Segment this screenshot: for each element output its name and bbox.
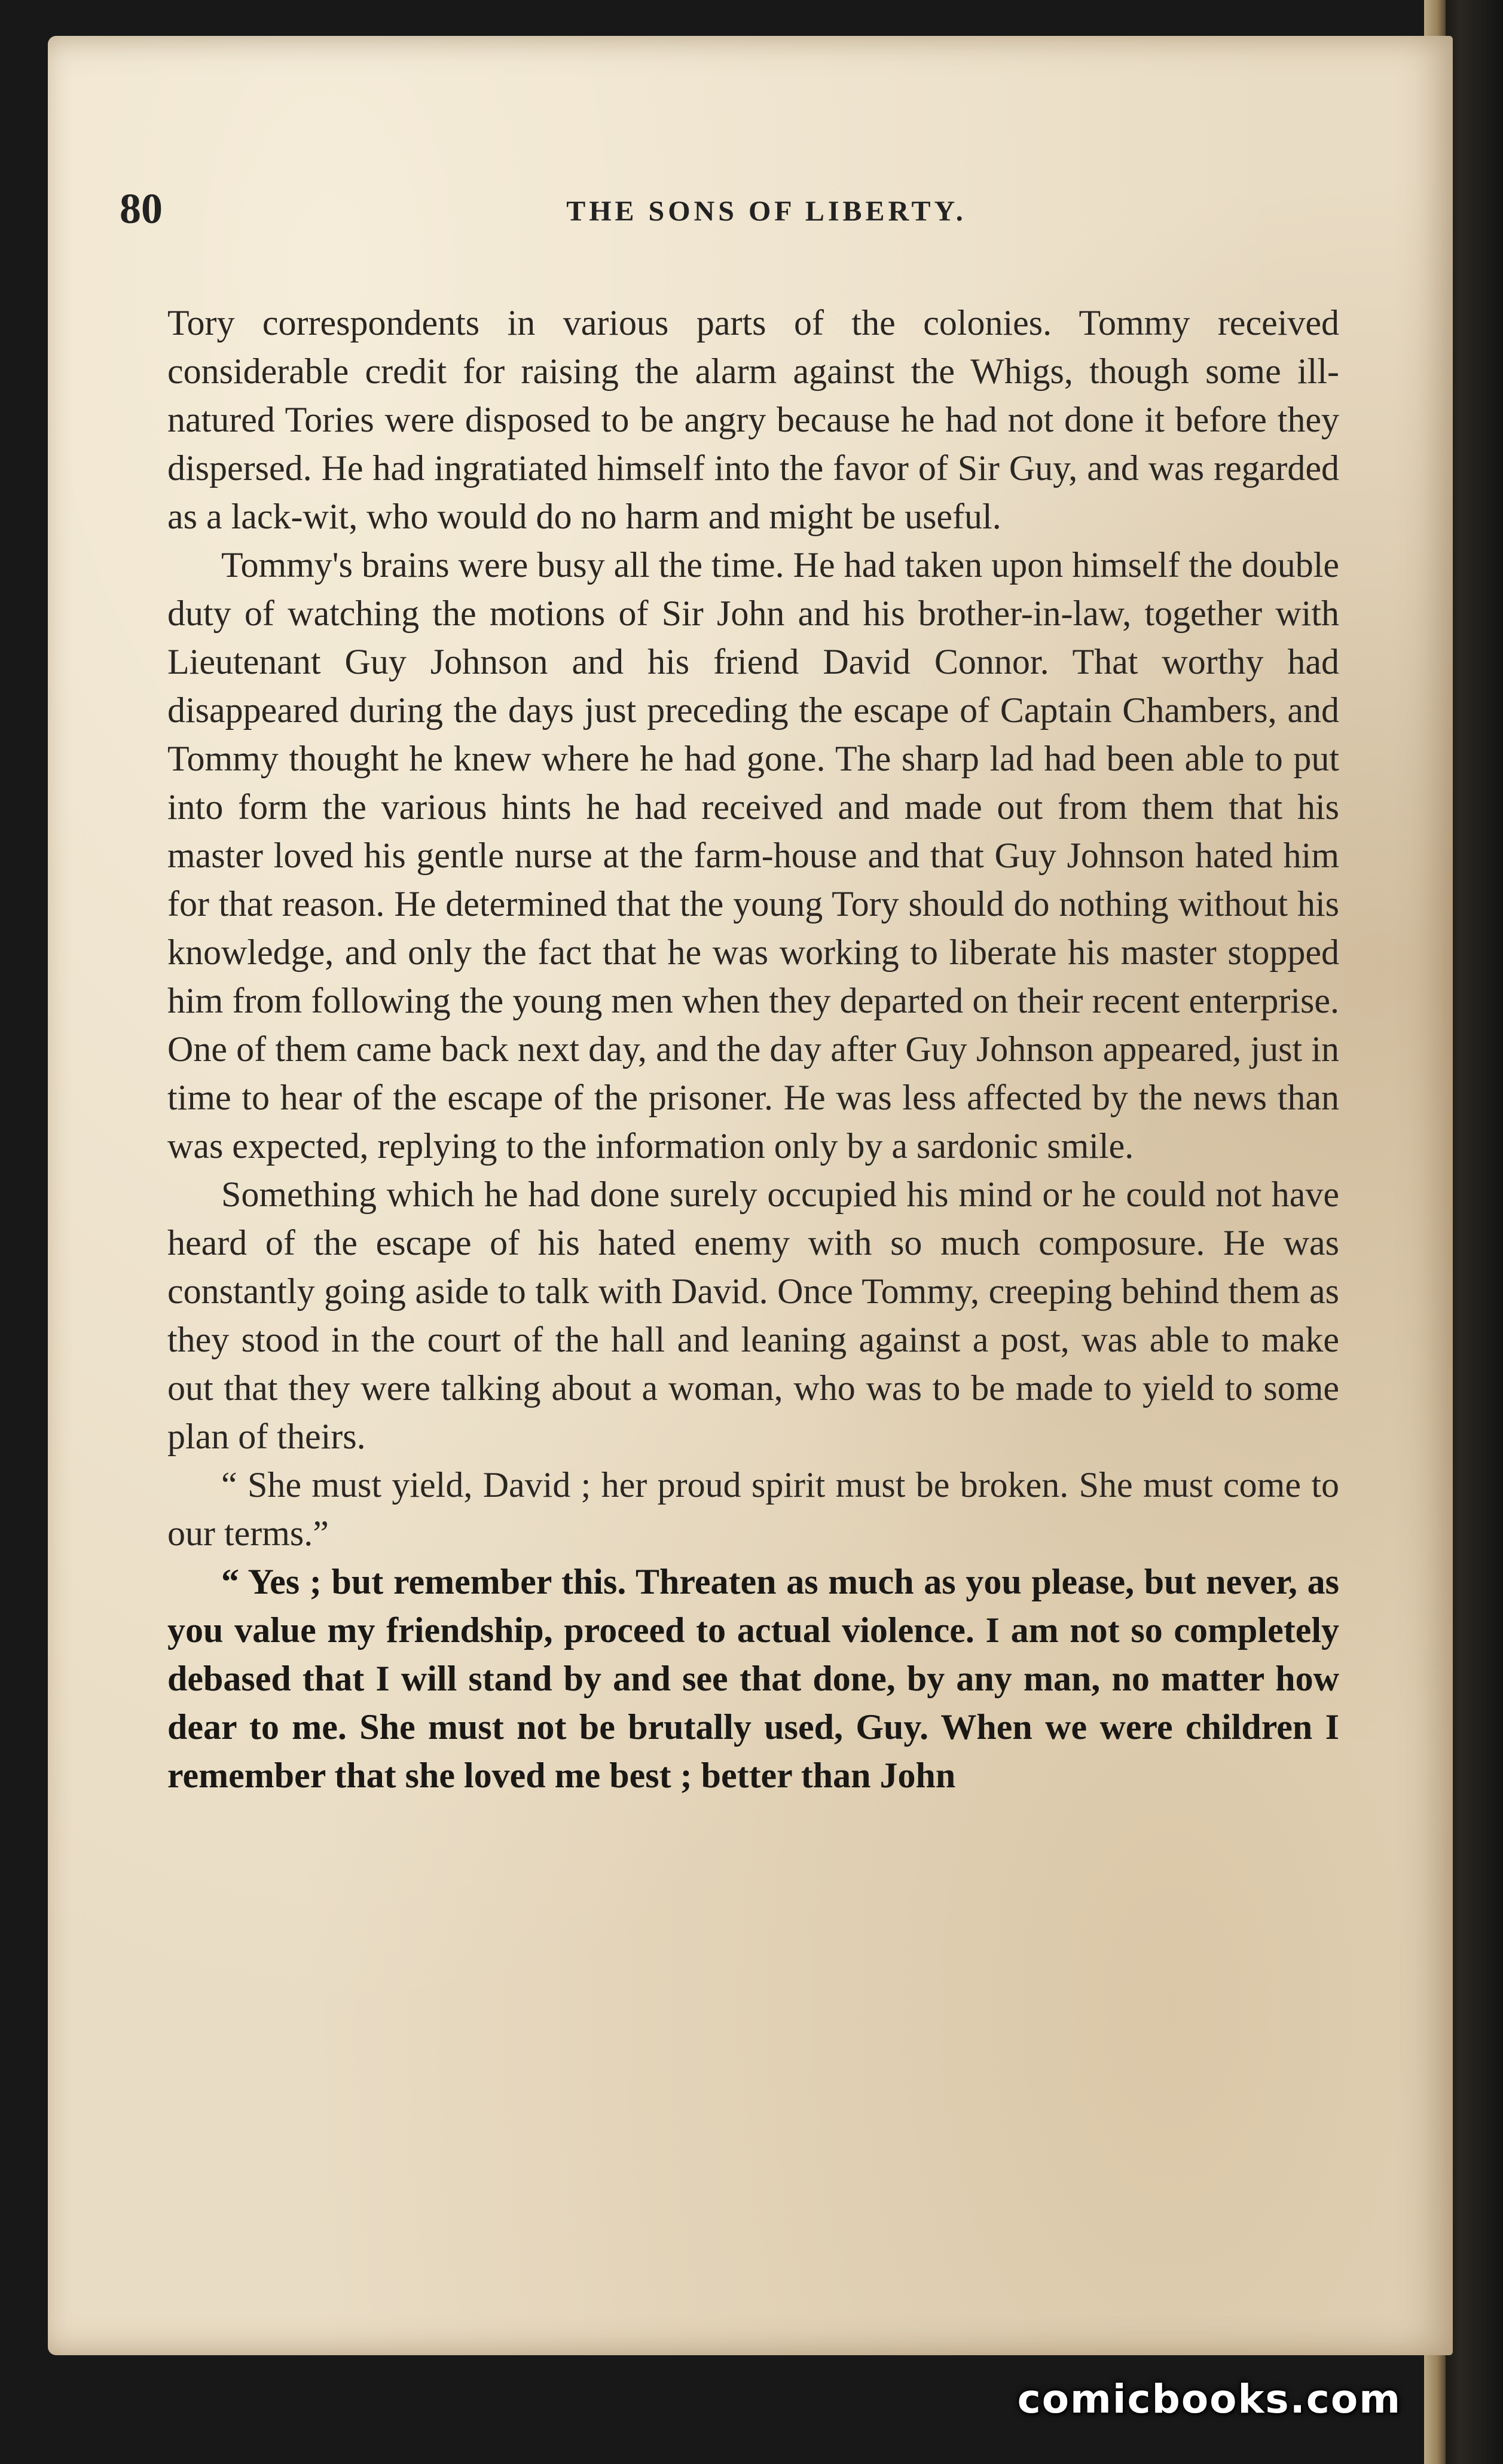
paragraph-3: Something which he had done surely occupied his mind or he could not have heard of the escape of his hated enemy with so much composure. He was constantly going aside to talk with David. Once Tommy, creeping behind them as they stood in the court of the hall and leaning against a post, was able to make out that they were talking about a woman, who was to be made to yield to some plan of theirs. — [167, 1175, 1339, 1456]
paragraph-2: Tommy's brains were busy all the time. He had taken upon himself the double duty of watching the motions of Sir John and his brother-in-law, together with Lieutenant Guy Johnson and his friend David Connor. That worthy had disappeared during the days just preceding the escape of Captain Chambers, and Tommy thought he knew where he had gone. The sharp lad had been able to put into form the various hints he had received and made out from them that his master loved his gentle nurse at the farm-house and that Guy Johnson hated him for that reason. He determined that the young Tory should do nothing without his knowledge, and only the fact that he was working to liberate his master stopped him from following the young men when they departed on their recent enterprise. One of them came back next day, and the day after Guy Johnson appeared, just in time to hear of the escape of the prisoner. He was less affected by the news than was expected, replying to the information only by a sardonic smile. — [167, 545, 1339, 1166]
paragraph-5: “ Yes ; but remember this. Threaten as much as you please, but never, as you value my friendship, proceed to actual violence. I am not so completely debased that I will stand by and see that done, by any man, no matter how dear to me. She must not be brutally used, Guy. When we were children I remember that she loved me best ; better than John — [167, 1562, 1339, 1795]
paragraph-4: “ She must yield, David ; her proud spirit must be broken. She must come to our terms.” — [167, 1465, 1339, 1553]
body-text — [167, 299, 1339, 1800]
page-number: 80 — [120, 185, 163, 233]
running-title: THE SONS OF LIBERTY. — [566, 195, 967, 227]
page-header — [120, 184, 1413, 250]
paragraph-1: Tory correspondents in various parts of the colonies. Tommy received considerable credit for raising the alarm against the Whigs, though some ill-natured Tories were disposed to be angry because he had not done it before they dispersed. He had ingratiated himself into the favor of Sir Guy, and was regarded as a lack-wit, who would do no harm and might be useful. — [167, 303, 1339, 536]
watermark-text: comicbooks.com — [1017, 2376, 1401, 2422]
